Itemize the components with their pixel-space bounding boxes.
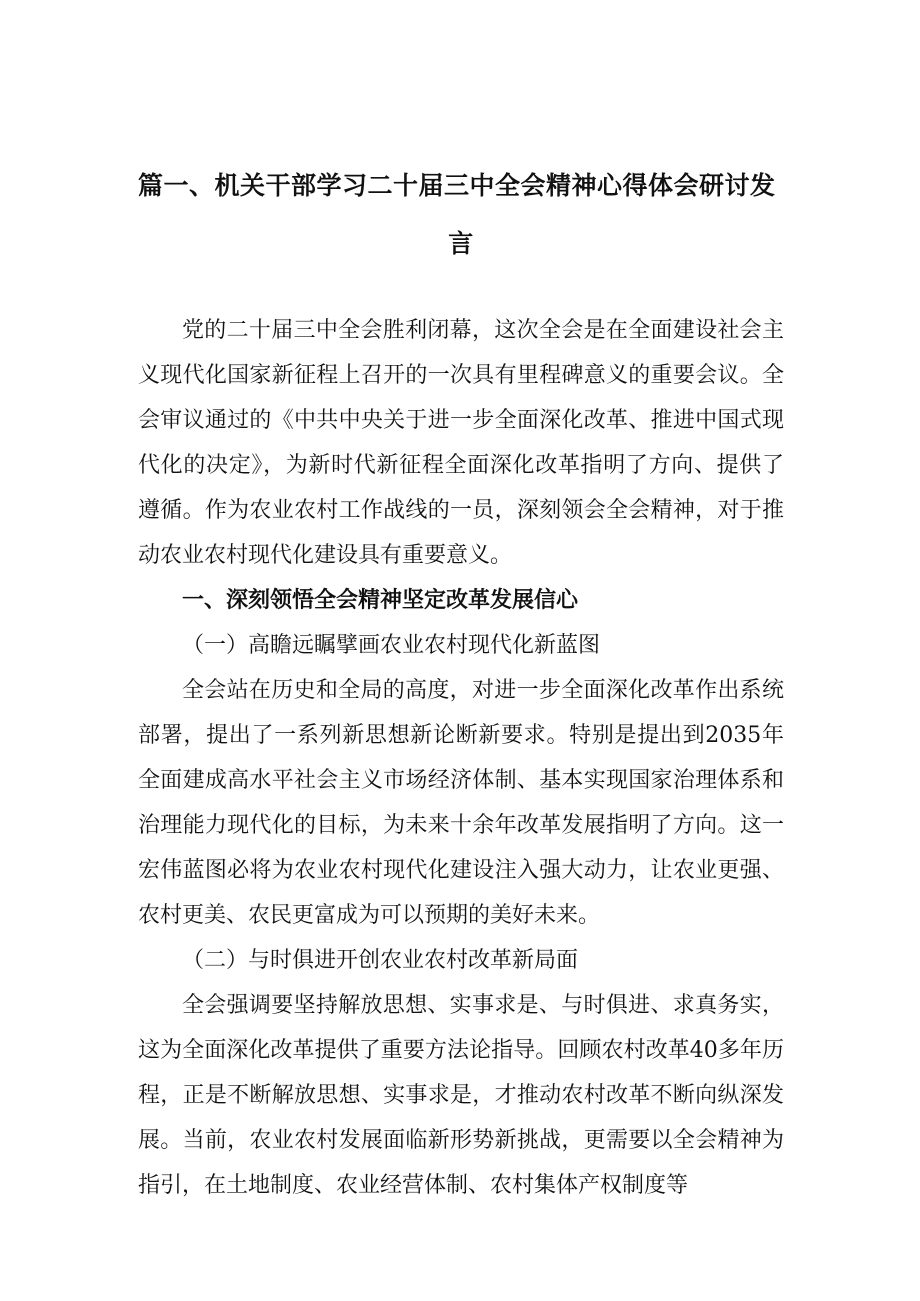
subsection-paragraph-2: 全会强调要坚持解放思想、实事求是、与时俱进、求真务实，这为全面深化改革提供了重要方法论指导。回顾农村改革40多年历程，正是不断解放思想、实事求是，才推动农村改革不断向纵深发展。当前，农业农村发展面临新形势新挑战，更需要以全会精神为指引，在土地制度、农业经营体制、农村集体产权制度等 [138,993,784,1198]
title-line-2: 言 [448,229,474,258]
subsection-paragraph-1: 全会站在历史和全局的高度，对进一步全面深化改革作出系统部署，提出了一系列新思想新论断新要求。特别是提出到2035年全面建成高水平社会主义市场经济体制、基本实现国家治理体系和治理能力现代化的目标，为未来十余年改革发展指明了方向。这一宏伟蓝图必将为农业农村现代化建设注入强大动力，让农业更强、农村更美、农民更富成为可以预期的美好未来。 [138,678,784,928]
section-heading-1: 一、深刻领悟全会精神坚定改革发展信心 [182,588,579,613]
intro-paragraph: 党的二十届三中全会胜利闭幕，这次全会是在全面建设社会主义现代化国家新征程上召开的一次具有里程碑意义的重要会议。全会审议通过的《中共中央关于进一步全面深化改革、推进中国式现代化的决定》，为新时代新征程全面深化改革指明了方向、提供了遵循。作为农业农村工作战线的一员，深刻领会全会精神，对于推动农业农村现代化建设具有重要意义。 [138,318,784,568]
title-line-1: 篇一、机关干部学习二十届三中全会精神心得体会研讨发 [138,171,776,200]
document-body [138,308,784,1208]
subsection-heading-2: （二）与时俱进开创农业农村改革新局面 [182,948,579,973]
subsection-heading-1: （一）高瞻远瞩擘画农业农村现代化新蓝图 [182,633,601,658]
document-title [138,157,784,273]
